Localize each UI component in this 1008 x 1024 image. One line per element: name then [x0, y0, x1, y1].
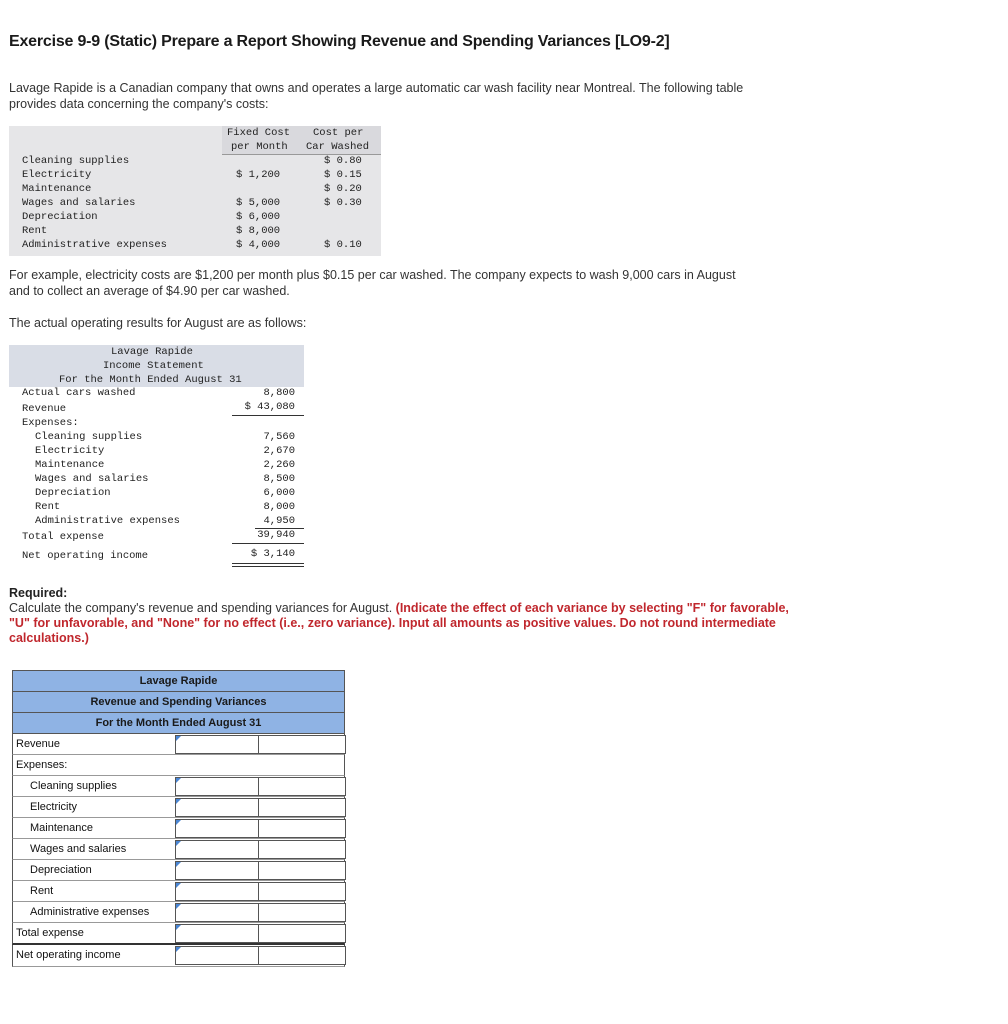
table-row	[12, 881, 345, 902]
input-marker-icon	[176, 799, 181, 804]
row-label: Net operating income	[16, 949, 121, 961]
variance-amount-input[interactable]	[175, 819, 259, 838]
intro-text	[9, 80, 809, 112]
variance-effect-select[interactable]	[258, 840, 346, 859]
variance-effect-select[interactable]	[258, 735, 346, 754]
total-rule	[232, 543, 304, 544]
row-label: Maintenance	[30, 822, 93, 834]
expense-label: Rent	[35, 501, 61, 513]
variance-amount-input[interactable]	[175, 840, 259, 859]
example-line-1: For example, electricity costs are $1,200 per month plus $0.15 per car washed. The company expects to wash 9,000 cars in August	[9, 268, 736, 282]
cost-row-fixed: $ 5,000	[236, 197, 281, 209]
expense-label: Wages and salaries	[35, 473, 149, 485]
variance-effect-select[interactable]	[258, 819, 346, 838]
cost-row-label: Administrative expenses	[22, 239, 167, 251]
variance-amount-input[interactable]	[175, 777, 259, 796]
input-marker-icon	[176, 736, 181, 741]
total-expense-value: 39,940	[257, 529, 295, 541]
expense-value: 6,000	[263, 487, 295, 499]
variance-amount-input[interactable]	[175, 882, 259, 901]
variance-amount-input[interactable]	[175, 946, 259, 965]
table-row	[12, 755, 345, 776]
input-marker-icon	[176, 820, 181, 825]
required-instruction-red: (Indicate the effect of each variance by selecting "F" for favorable, "U" for unfavorable, and "None" for no effect (i.e., zero variance). Input all amounts as positive values. Do not round intermediate calculations.)	[9, 601, 789, 645]
table-row	[12, 734, 345, 755]
variance-effect-select[interactable]	[258, 946, 346, 965]
revenue-value: $ 43,080	[244, 401, 295, 413]
noi-label: Net operating income	[22, 550, 149, 562]
expenses-label: Expenses:	[22, 417, 79, 429]
table-row	[12, 923, 345, 945]
answer-heading-2: Revenue and Spending Variances	[12, 691, 345, 712]
variance-effect-select[interactable]	[258, 861, 346, 880]
fixed-cost-header-1: Fixed Cost	[227, 127, 291, 139]
intro-line-1: Lavage Rapide is a Canadian company that owns and operates a large automatic car wash facility near Montreal. The following table	[9, 81, 744, 95]
fixed-cost-header-2: per Month	[231, 141, 288, 153]
expense-value: 2,260	[263, 459, 295, 471]
variance-effect-select[interactable]	[258, 777, 346, 796]
variance-effect-select[interactable]	[258, 903, 346, 922]
answer-heading-1: Lavage Rapide	[12, 670, 345, 691]
expense-label: Depreciation	[35, 487, 111, 499]
noi-value: $ 3,140	[250, 548, 295, 560]
row-label: Revenue	[16, 738, 61, 750]
intro-line-2: provides data concerning the company's costs:	[9, 97, 269, 111]
row-label: Administrative expenses	[30, 906, 150, 918]
answer-table	[12, 670, 345, 967]
expense-value: 8,500	[263, 473, 295, 485]
expense-label: Cleaning supplies	[35, 431, 143, 443]
row-label: Depreciation	[30, 864, 92, 876]
cost-per-car-header-2: Car Washed	[306, 141, 370, 153]
variance-amount-input[interactable]	[175, 798, 259, 817]
variance-amount-input[interactable]	[175, 903, 259, 922]
cost-row-label: Maintenance	[22, 183, 92, 195]
input-marker-icon	[176, 841, 181, 846]
input-marker-icon	[176, 862, 181, 867]
cost-row-label: Cleaning supplies	[22, 155, 130, 167]
income-heading-1: Lavage Rapide	[111, 346, 193, 358]
cost-row-label: Wages and salaries	[22, 197, 136, 209]
required-heading: Required:	[9, 586, 68, 600]
input-marker-icon	[176, 883, 181, 888]
example-text	[9, 267, 809, 299]
input-marker-icon	[176, 904, 181, 909]
cost-row-label: Electricity	[22, 169, 92, 181]
cost-row-fixed: $ 4,000	[236, 239, 281, 251]
table-row	[12, 776, 345, 797]
cars-label: Actual cars washed	[22, 387, 136, 399]
cost-row-variable: $ 0.15	[324, 169, 362, 181]
variance-effect-select[interactable]	[258, 798, 346, 817]
cars-value: 8,800	[263, 387, 295, 399]
noi-double-rule-2	[232, 566, 304, 567]
input-marker-icon	[176, 778, 181, 783]
table-row	[12, 818, 345, 839]
cost-row-variable: $ 0.20	[324, 183, 362, 195]
table-row	[12, 797, 345, 818]
cost-per-car-header-1: Cost per	[313, 127, 364, 139]
answer-rows	[12, 734, 345, 967]
variance-amount-input[interactable]	[175, 924, 259, 943]
variance-amount-input[interactable]	[175, 735, 259, 754]
expense-value: 2,670	[263, 445, 295, 457]
required-instruction-plain: Calculate the company's revenue and spending variances for August.	[9, 601, 396, 615]
variance-amount-input[interactable]	[175, 861, 259, 880]
revenue-label: Revenue	[22, 403, 67, 415]
income-heading-3: For the Month Ended August 31	[59, 374, 242, 386]
row-label: Cleaning supplies	[30, 780, 117, 792]
cost-row-variable: $ 0.80	[324, 155, 362, 167]
cost-row-fixed: $ 1,200	[236, 169, 281, 181]
variance-effect-select[interactable]	[258, 882, 346, 901]
answer-heading-3: For the Month Ended August 31	[12, 712, 345, 734]
actual-intro: The actual operating results for August are as follows:	[9, 316, 307, 330]
required-text	[9, 601, 809, 646]
revenue-rule	[232, 415, 304, 416]
row-label: Rent	[30, 885, 54, 897]
input-marker-icon	[176, 925, 181, 930]
table-row	[12, 860, 345, 881]
cost-row-variable: $ 0.30	[324, 197, 362, 209]
table-row	[12, 839, 345, 860]
income-heading-2: Income Statement	[103, 360, 204, 372]
row-label: Wages and salaries	[30, 843, 127, 855]
expense-value: 7,560	[263, 431, 295, 443]
expense-label: Administrative expenses	[35, 515, 180, 527]
cost-row-variable: $ 0.10	[324, 239, 362, 251]
total-expense-label: Total expense	[22, 531, 104, 543]
noi-double-rule-1	[232, 563, 304, 564]
table-row	[12, 945, 345, 967]
variance-effect-select[interactable]	[258, 924, 346, 943]
example-line-2: and to collect an average of $4.90 per car washed.	[9, 284, 290, 298]
cost-row-label: Depreciation	[22, 211, 98, 223]
page-title: Exercise 9-9 (Static) Prepare a Report Showing Revenue and Spending Variances [LO9-2]	[9, 33, 670, 50]
expense-value: 8,000	[263, 501, 295, 513]
table-row	[12, 902, 345, 923]
row-label: Total expense	[16, 927, 84, 939]
cost-row-fixed: $ 8,000	[236, 225, 281, 237]
expense-label: Maintenance	[35, 459, 105, 471]
input-marker-icon	[176, 947, 181, 952]
row-label: Electricity	[30, 801, 78, 813]
cost-row-fixed: $ 6,000	[236, 211, 281, 223]
expense-value: 4,950	[263, 515, 295, 527]
cost-row-label: Rent	[22, 225, 48, 237]
expense-label: Electricity	[35, 445, 105, 457]
row-label: Expenses:	[16, 759, 68, 771]
